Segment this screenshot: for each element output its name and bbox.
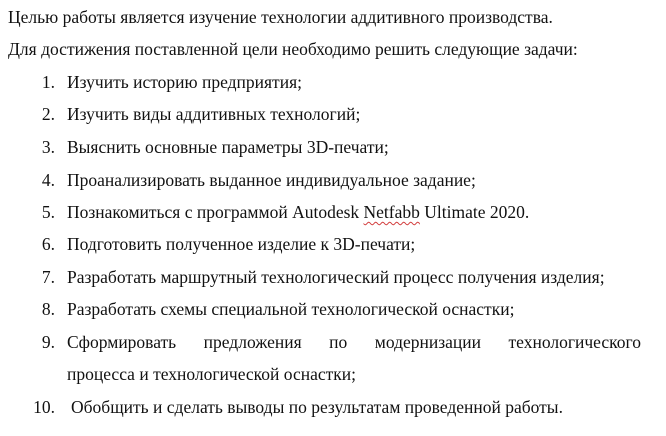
goal-paragraph: Целью работы является изучение технологии аддитивного производства. xyxy=(8,7,553,27)
list-item-number: 1. xyxy=(41,72,55,92)
list-item xyxy=(0,170,666,194)
list-item-text: Обобщить и сделать выводы по результатам проведенной работы. xyxy=(71,397,563,417)
list-item xyxy=(0,332,666,388)
list-item xyxy=(0,202,666,226)
spellcheck-flagged-word[interactable]: Netfabb xyxy=(363,202,420,222)
list-item xyxy=(0,137,666,161)
list-item-number: 4. xyxy=(41,170,55,190)
list-item-text: Сформировать предложения по модернизации технологического xyxy=(67,332,641,352)
intro-paragraph: Для достижения поставленной цели необходимо решить следующие задачи: xyxy=(8,39,578,59)
list-item xyxy=(0,299,666,323)
list-item-number: 5. xyxy=(41,202,55,222)
list-item-text: Разработать схемы специальной технологической оснастки; xyxy=(67,299,515,319)
list-item-number: 9. xyxy=(41,332,55,352)
list-item-text: Выяснить основные параметры 3D-печати; xyxy=(67,137,389,157)
list-item-text: Разработать маршрутный технологический процесс получения изделия; xyxy=(67,267,605,287)
list-item xyxy=(0,397,666,421)
list-item-number: 6. xyxy=(41,234,55,254)
list-item-text-end: Ultimate 2020. xyxy=(419,202,530,222)
list-item-number: 7. xyxy=(41,267,55,287)
list-item-text: Изучить историю предприятия; xyxy=(67,72,302,92)
list-item xyxy=(0,72,666,96)
list-item xyxy=(0,267,666,291)
list-item-number: 10. xyxy=(33,397,55,417)
list-item-text-start: Познакомиться с программой Autodesk xyxy=(67,202,364,222)
list-item-text: Подготовить полученное изделие к 3D-печати; xyxy=(67,234,416,254)
list-item xyxy=(0,234,666,258)
list-item-number: 3. xyxy=(41,137,55,157)
list-item-text-continued: процесса и технологической оснастки; xyxy=(67,364,357,384)
list-item-number: 8. xyxy=(41,299,55,319)
list-item-number: 2. xyxy=(41,104,55,124)
list-item-text: Изучить виды аддитивных технологий; xyxy=(67,104,361,124)
list-item-text: Проанализировать выданное индивидуальное задание; xyxy=(67,170,476,190)
list-item xyxy=(0,104,666,128)
list-item-text xyxy=(67,202,529,222)
